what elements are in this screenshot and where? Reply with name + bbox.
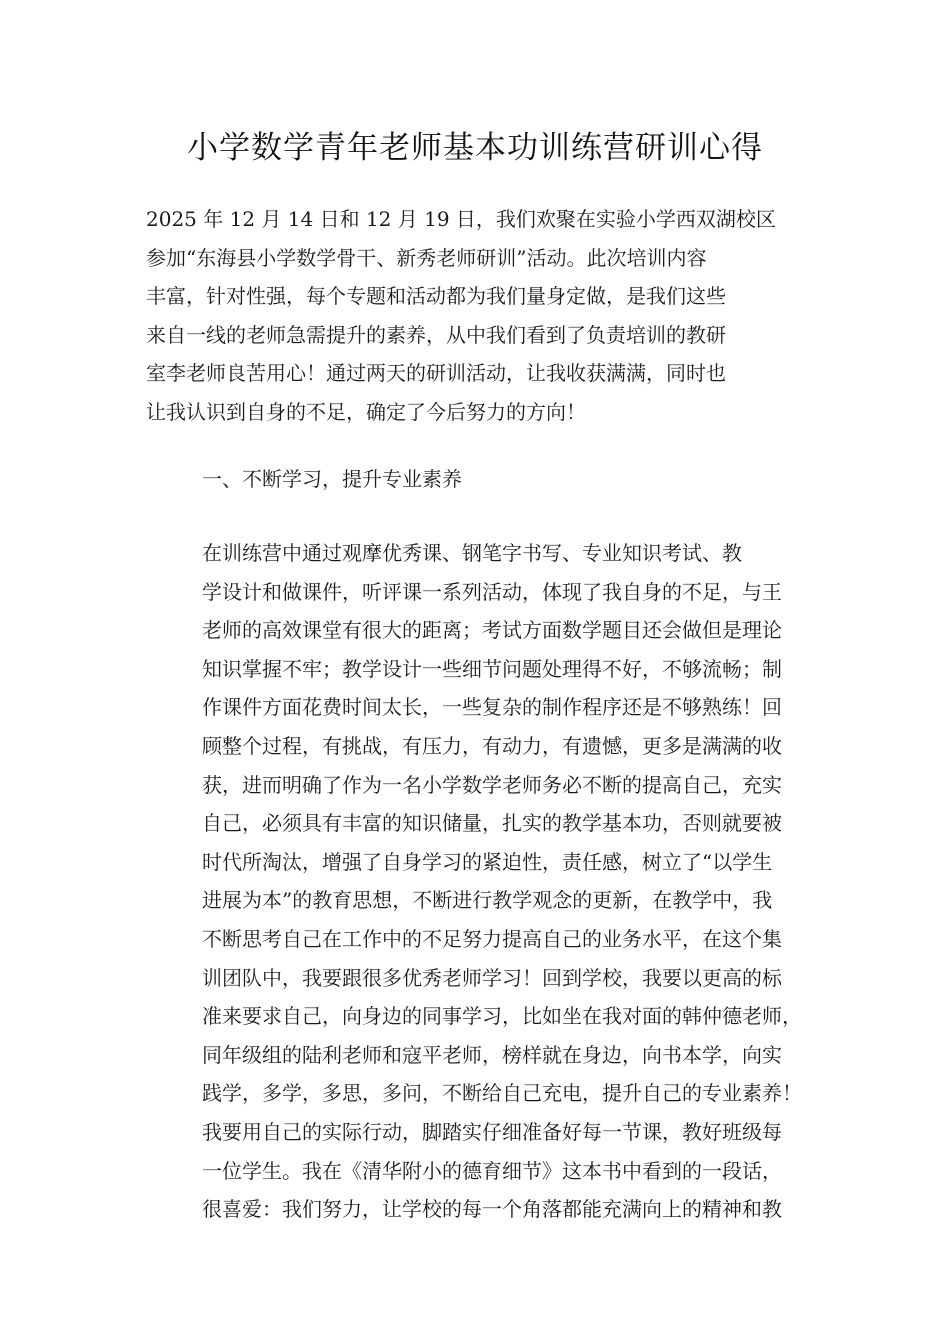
text-line: 很喜爱：我们努力，让学校的每一个角落都能充满向上的精神和教 xyxy=(202,1197,782,1222)
text-line: 训团队中，我要跟很多优秀老师学习！回到学校，我要以更高的标 xyxy=(202,965,782,990)
text-line: 在训练营中通过观摩优秀课、钢笔字书写、专业知识考试、教 xyxy=(202,541,742,565)
text-line: 一位学生。我在《清华附小的德育细节》这本书中看到的一段话， xyxy=(202,1158,782,1183)
text-line: 参加“东海县小学数学骨干、新秀老师研训”活动。此次培训内容 xyxy=(146,245,707,270)
text-line: 不断思考自己在工作中的不足努力提高自己的业务水平，在这个集 xyxy=(202,926,782,951)
text-line: 我要用自己的实际行动，脚踏实仔细准备好每一节课，教好班级每 xyxy=(202,1119,782,1144)
text-line: 学设计和做课件，听评课一系列活动，体现了我自身的不足，与王 xyxy=(202,579,782,604)
text-line: 作课件方面花费时间太长，一些复杂的制作程序还是不够熟练！回 xyxy=(202,695,782,720)
text-line: 老师的高效课堂有很大的距离；考试方面数学题目还会做但是理论 xyxy=(202,618,782,643)
section-heading xyxy=(146,460,806,499)
intro-paragraph xyxy=(146,200,806,432)
text-line: 时代所淘汰，增强了自身学习的紧迫性，责任感，树立了“以学生 xyxy=(202,849,773,874)
text-line: 室李老师良苦用心！通过两天的研训活动，让我收获满满，同时也 xyxy=(146,361,726,386)
text-line: 进展为本”的教育思想，不断进行教学观念的更新，在教学中，我 xyxy=(202,888,773,913)
text-line: 获，进而明确了作为一名小学数学老师务必不断的提高自己，充实 xyxy=(202,772,782,797)
text-line: 准来要求自己，向身边的同事学习，比如坐在我对面的韩仲德老师， xyxy=(202,1004,802,1029)
text-line: 践学，多学，多思，多问，不断给自己充电，提升自己的专业素养！ xyxy=(202,1081,802,1106)
text-line: 丰富，针对性强，每个专题和活动都为我们量身定做，是我们这些 xyxy=(146,284,726,309)
text-line: 同年级组的陆利老师和寇平老师，榜样就在身边，向书本学，向实 xyxy=(202,1042,782,1067)
text-line: 2025 年 12 月 14 日和 12 月 19 日，我们欢聚在实验小学西双湖校区 xyxy=(146,207,776,231)
text-line: 来自一线的老师急需提升的素养，从中我们看到了负责培训的教研 xyxy=(146,322,726,347)
text-line: 一、不断学习，提升专业素养 xyxy=(202,467,462,491)
body-paragraph xyxy=(146,534,806,1229)
text-line: 让我认识到自身的不足，确定了今后努力的方向！ xyxy=(146,399,586,424)
text-line: 知识掌握不牢；教学设计一些细节问题处理得不好，不够流畅；制 xyxy=(202,656,782,681)
document-title: 小学数学青年老师基本功训练营研训心得 xyxy=(187,130,763,166)
text-line: 顾整个过程，有挑战，有压力，有动力，有遗憾，更多是满满的收 xyxy=(202,733,782,758)
text-line: 自己，必须具有丰富的知识储量，扎实的教学基本功，否则就要被 xyxy=(202,811,782,836)
